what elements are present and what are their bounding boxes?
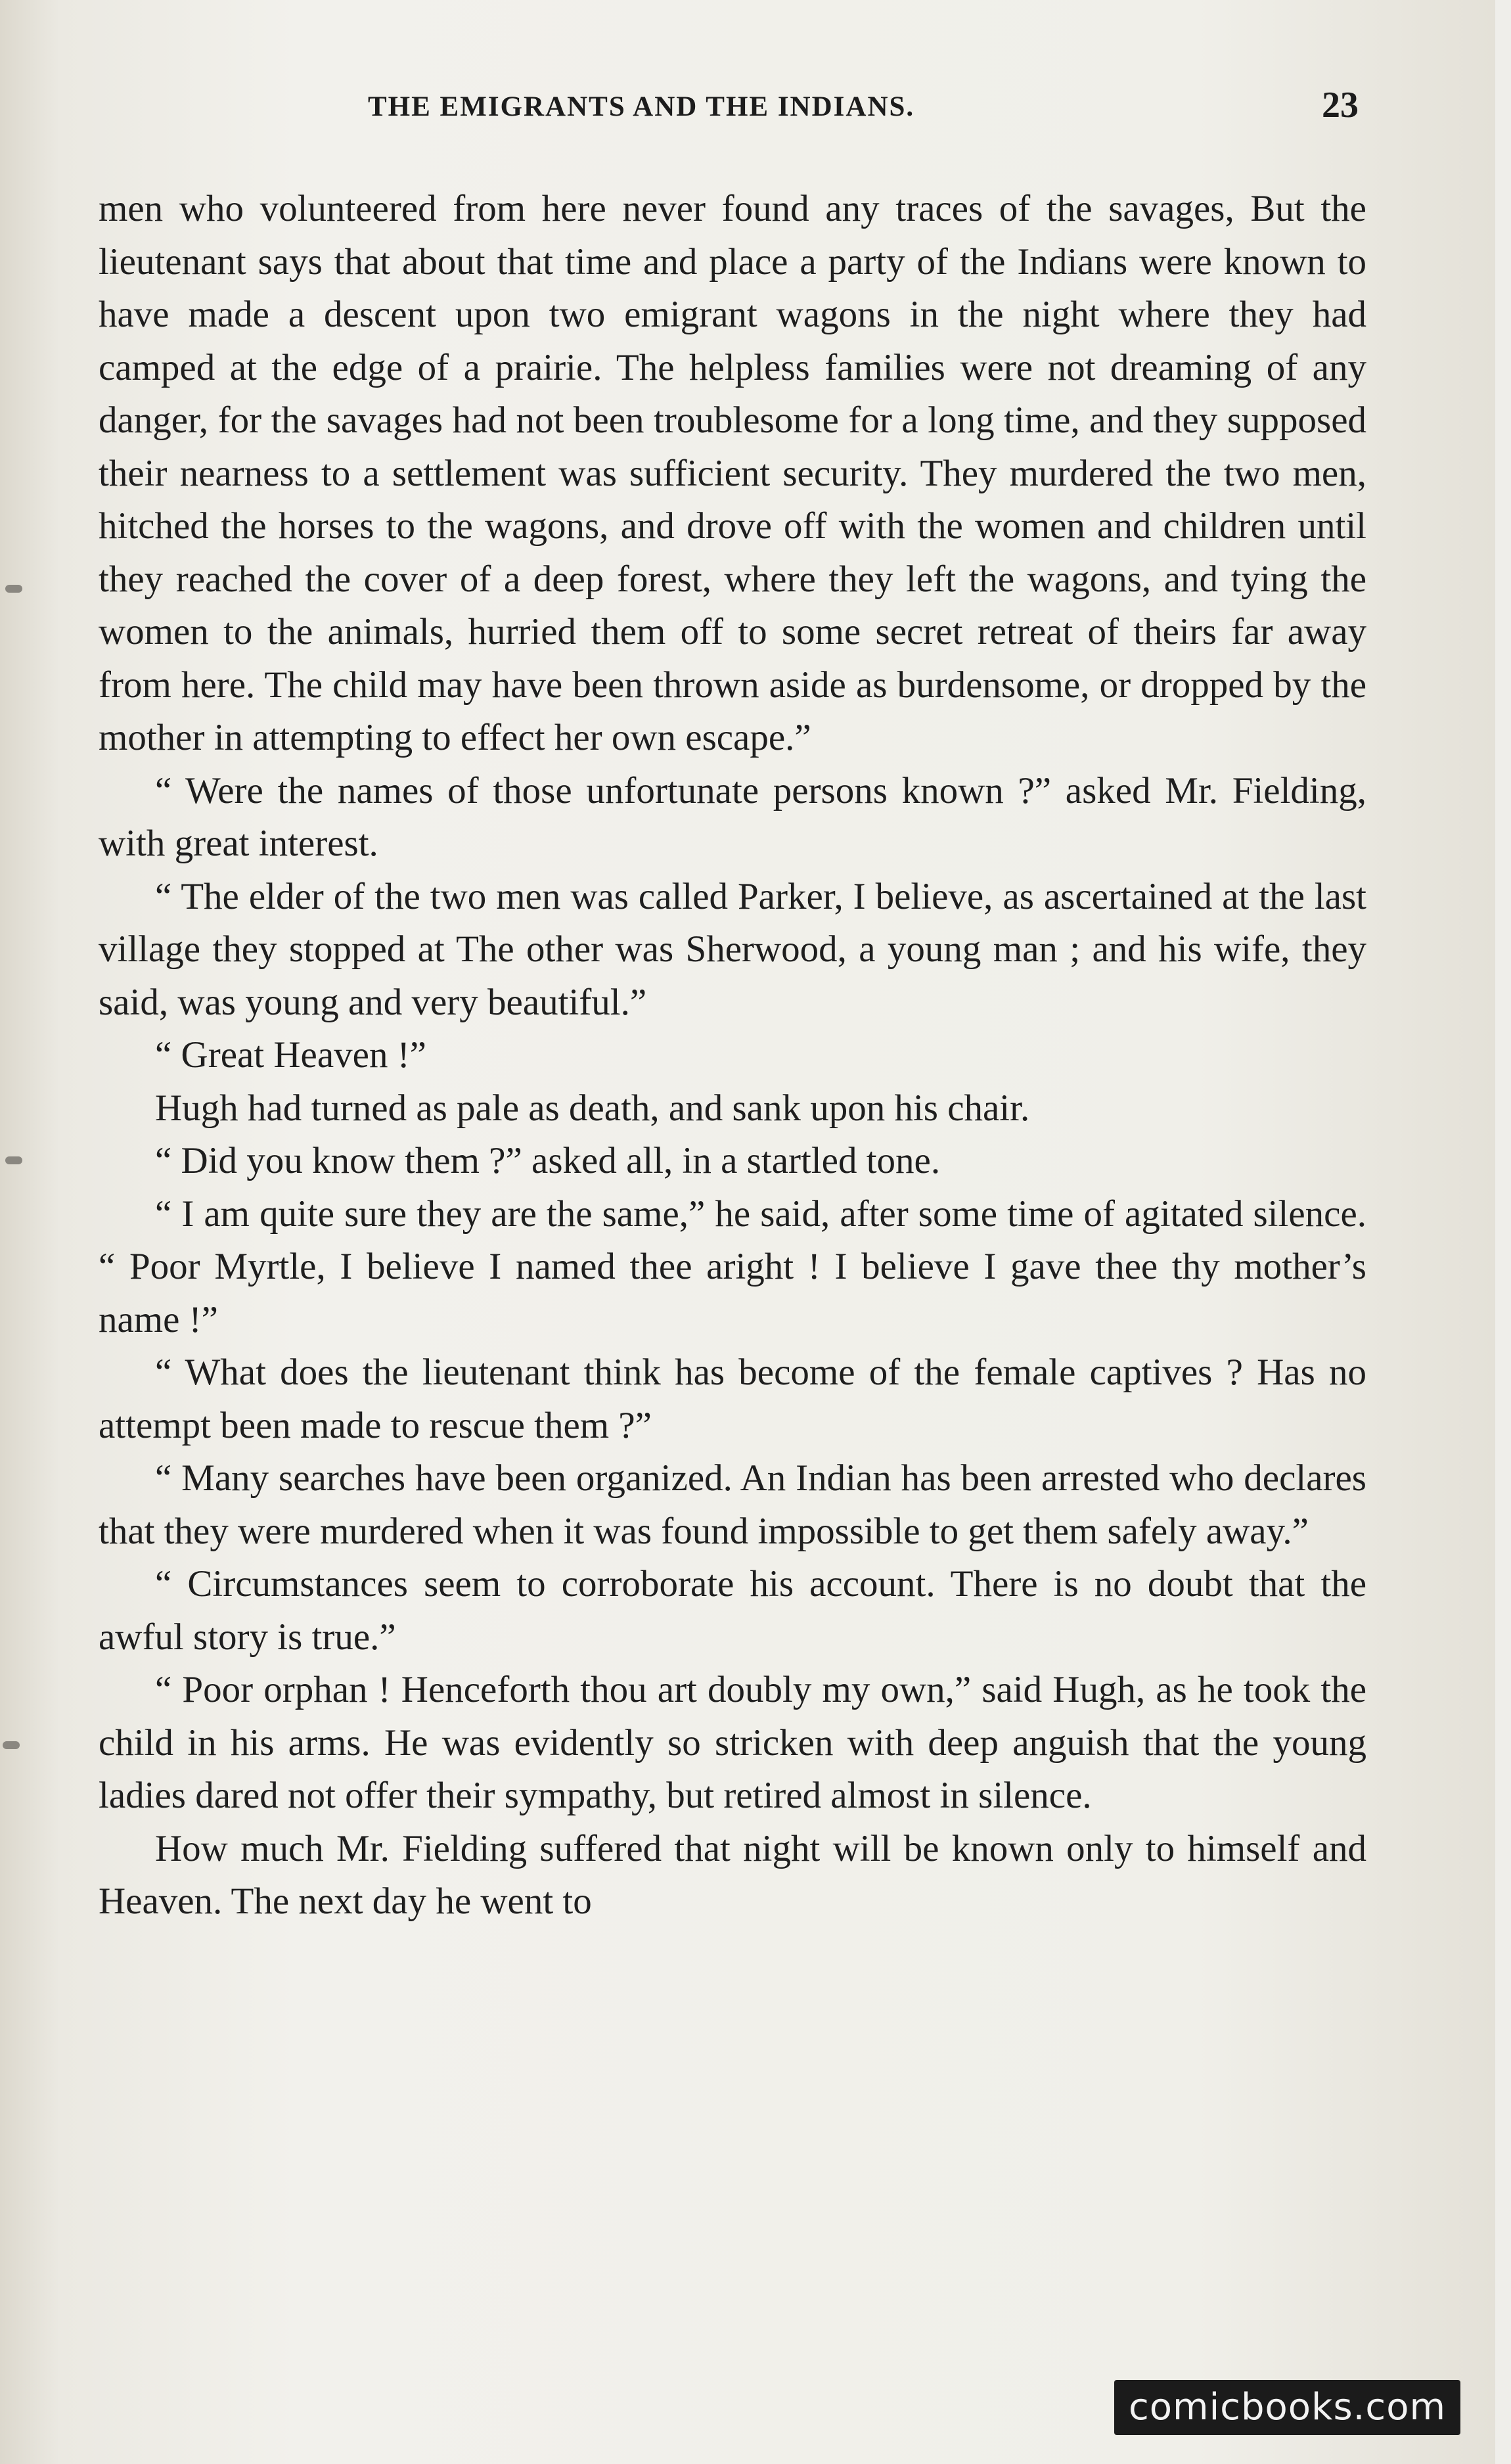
paragraph: “ Great Heaven !” [155,1034,426,1076]
paragraph: “ Many searches have been organized. An Indian has been arrested who declares that they were murdered when it was found impossible to get them safely away.” [99,1457,1366,1552]
body-text [99,183,1366,1928]
paragraph: “ What does the lieutenant think has become of the female captives ? Has no attempt been made to rescue them ?” [99,1352,1366,1446]
running-header: THE EMIGRANTS AND THE INDIANS. [368,91,915,122]
paragraph: “ Circumstances seem to corroborate his account. There is no doubt that the awful story is true.” [99,1563,1366,1658]
binding-mark [5,1156,22,1164]
paragraph: men who volunteered from here never found any traces of the savages, But the lieutenant says that about that time and place a party of the Indians were known to have made a descent upon two emigrant wagons in the night where they had camped at the edge of a prairie. The helpless families were not dreaming of any danger, for the savages had not been troublesome for a long time, and they supposed their nearness to a settlement was sufficient security. They murdered the two men, hitched the horses to the wagons, and drove off with the women and children until they reached the cover of a deep forest, where they left the wagons, and tying the women to the animals, hurried them off to some secret retreat of theirs far away from here. The child may have been thrown aside as burdensome, or dropped by the mother in attempting to effect her own escape.” [99,188,1366,758]
paragraph: “ Were the names of those unfortunate persons known ?” asked Mr. Fielding, with great interest. [99,769,1366,864]
paragraph: How much Mr. Fielding suffered that night will be known only to himself and Heaven. The next day he went to [99,1827,1366,1922]
paragraph: “ Did you know them ?” asked all, in a startled tone. [155,1140,941,1181]
paragraph: “ Poor orphan ! Henceforth thou art doubly my own,” said Hugh, as he took the child in his arms. He was evidently so stricken with deep anguish that the young ladies dared not offer their sympathy, but retired almost in silence. [99,1669,1366,1816]
watermark: comicbooks.com [1114,2380,1460,2435]
binding-mark [5,585,22,593]
paragraph: Hugh had turned as pale as death, and sank upon his chair. [155,1087,1030,1129]
paragraph: “ The elder of the two men was called Parker, I believe, as ascertained at the last village they stopped at The other was Sherwood, a young man ; and his wife, they said, was young and very beautiful.” [99,875,1366,1023]
binding-mark [3,1741,20,1749]
paragraph: “ I am quite sure they are the same,” he said, after some time of agitated silence. “ Poor Myrtle, I believe I named thee aright ! I believe I gave thee thy mother’s name !” [99,1193,1366,1340]
page-number: 23 [1322,85,1359,125]
